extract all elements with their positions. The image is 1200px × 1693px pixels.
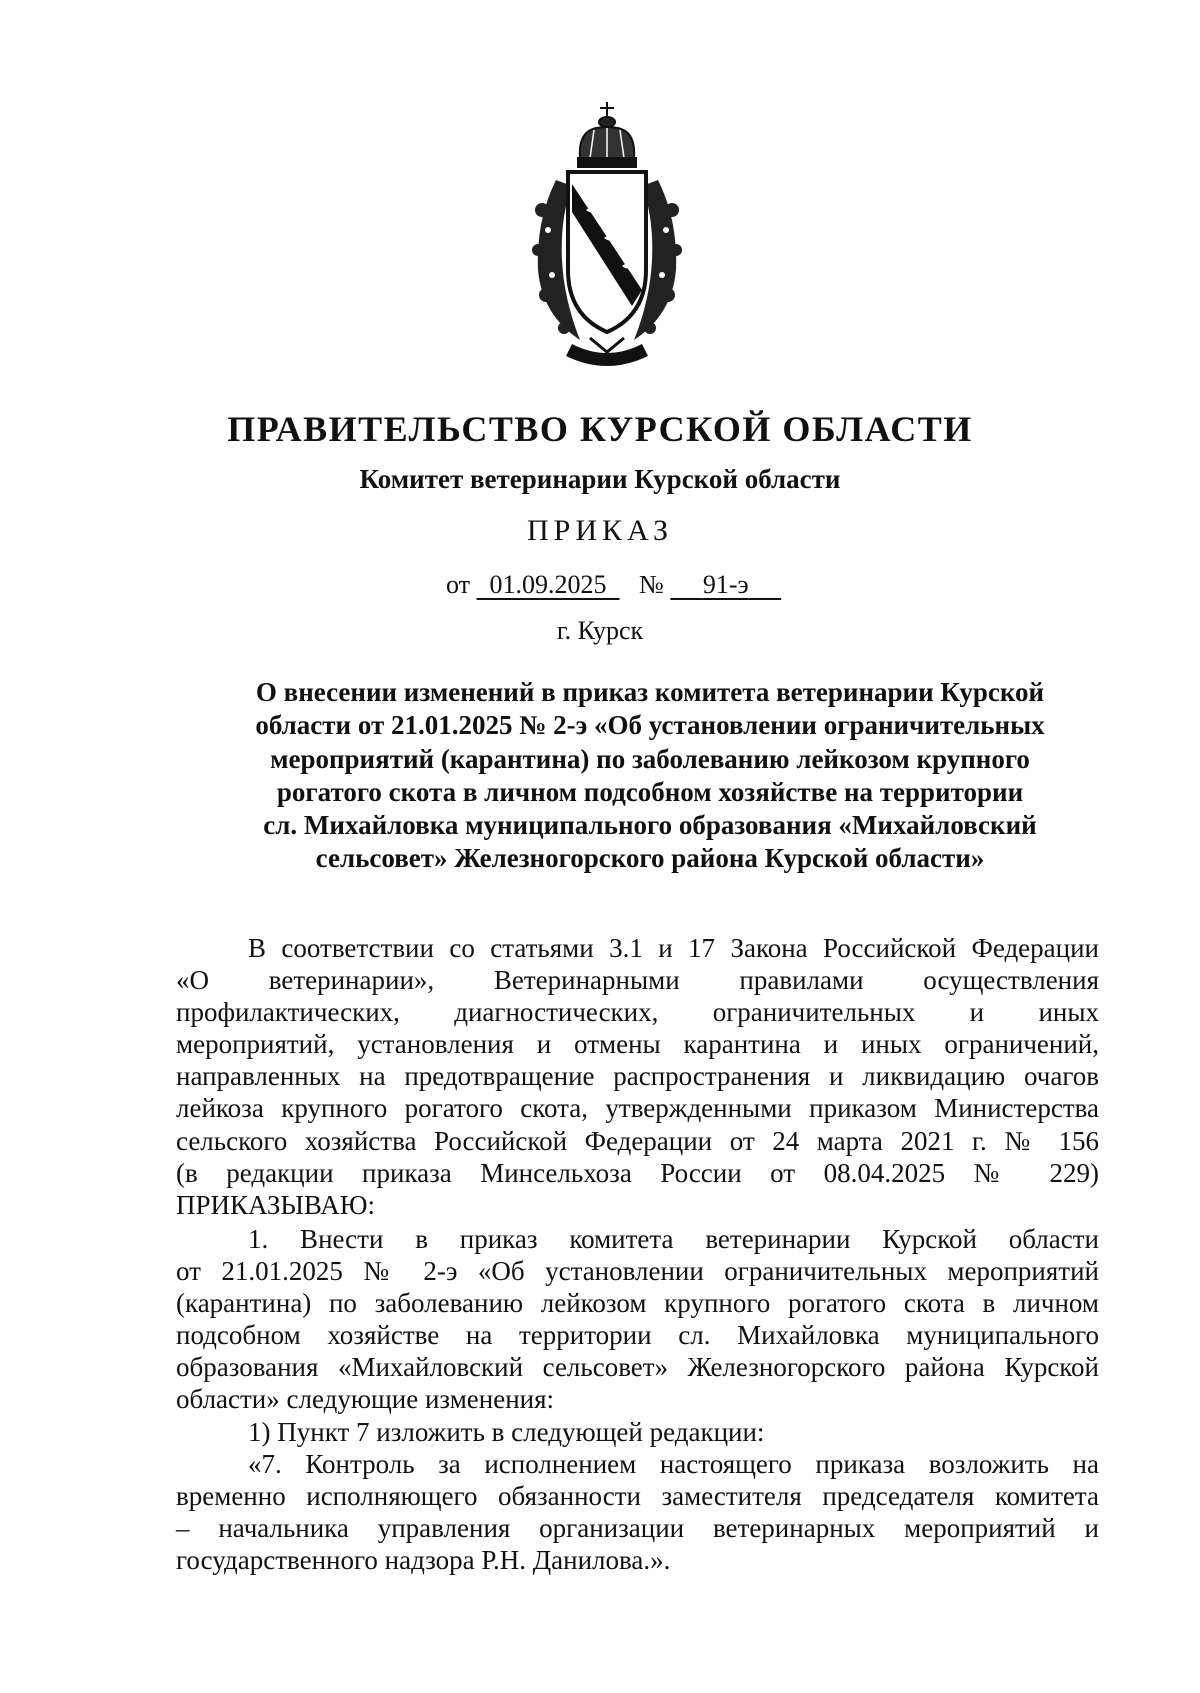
- title-line: рогатого скота в личном подсобном хозяйстве на территории: [276, 776, 1024, 807]
- city-name: г. Курск: [556, 616, 644, 645]
- title-line: сельсовет» Железногорского района Курской области»: [315, 843, 985, 874]
- order-line: образования «Михайловский сельсовет» Железногорского района Курской: [176, 1352, 1099, 1383]
- document-title: [200, 676, 1100, 876]
- preamble-line: (в редакции приказа Минсельхоза России от 08.04.2025 № 229): [176, 1157, 1099, 1188]
- preamble-line: профилактических, диагностических, ограничительных и иных: [176, 997, 1099, 1028]
- order-line: государственного надзора Р.Н. Данилова.».: [176, 1544, 671, 1575]
- government-name: ПРАВИТЕЛЬСТВО КУРСКОЙ ОБЛАСТИ: [227, 409, 973, 449]
- order-line: 1) Пункт 7 изложить в следующей редакции:: [248, 1416, 765, 1447]
- order-line: от 21.01.2025 № 2-э «Об установлении ограничительных мероприятий: [176, 1256, 1099, 1287]
- preamble-line: лейкоза крупного рогатого скота, утвержденными приказом Министерства: [176, 1093, 1099, 1124]
- date-number-line: [446, 570, 781, 600]
- order-line: подсобном хозяйстве на территории сл. Михайловка муниципального: [176, 1320, 1099, 1351]
- preamble-line: «О ветеринарии», Ветеринарными правилами осуществления: [176, 965, 1099, 996]
- title-line: мероприятий (карантина) по заболеванию лейкозом крупного: [270, 743, 1030, 774]
- date-prefix: от: [446, 570, 471, 599]
- order-number: 91-э: [702, 570, 749, 599]
- preamble-line: направленных на предотвращение распространения и ликвидацию очагов: [176, 1061, 1099, 1092]
- title-line: области от 21.01.2025 № 2-э «Об установлении ограничительных: [255, 710, 1045, 741]
- order-line: «7. Контроль за исполнением настоящего приказа возложить на: [248, 1448, 1099, 1479]
- order-items: [176, 1223, 1099, 1576]
- order-line: области» следующие изменения:: [176, 1384, 555, 1415]
- title-line: сл. Михайловка муниципального образования «Михайловский: [263, 810, 1037, 841]
- preamble-line: В соответствии со статьями 3.1 и 17 Закона Российской Федерации: [248, 933, 1099, 963]
- order-line: временно исполняющего обязанности заместителя председателя комитета: [176, 1480, 1099, 1511]
- preamble-paragraph: [176, 932, 1099, 1221]
- preamble-line: мероприятий, установления и отмены карантина и иных ограничений,: [176, 1029, 1099, 1060]
- order-date: 01.09.2025: [489, 570, 607, 599]
- order-line: – начальника управления организации ветеринарных мероприятий и: [176, 1512, 1099, 1543]
- committee-name: Комитет ветеринарии Курской области: [359, 464, 841, 494]
- document-type: ПРИКАЗ: [527, 514, 673, 547]
- title-line: О внесении изменений в приказ комитета ветеринарии Курской: [255, 677, 1045, 707]
- order-line: (карантина) по заболеванию лейкозом крупного рогатого скота в личном: [176, 1288, 1099, 1319]
- order-line: 1. Внести в приказ комитета ветеринарии Курской области: [248, 1224, 1099, 1254]
- number-sign: №: [639, 570, 664, 599]
- coat-of-arms-icon: [528, 100, 686, 370]
- preamble-line: сельского хозяйства Российской Федерации от 24 марта 2021 г. № 156: [176, 1125, 1099, 1156]
- order-word: ПРИКАЗЫВАЮ:: [176, 1189, 375, 1220]
